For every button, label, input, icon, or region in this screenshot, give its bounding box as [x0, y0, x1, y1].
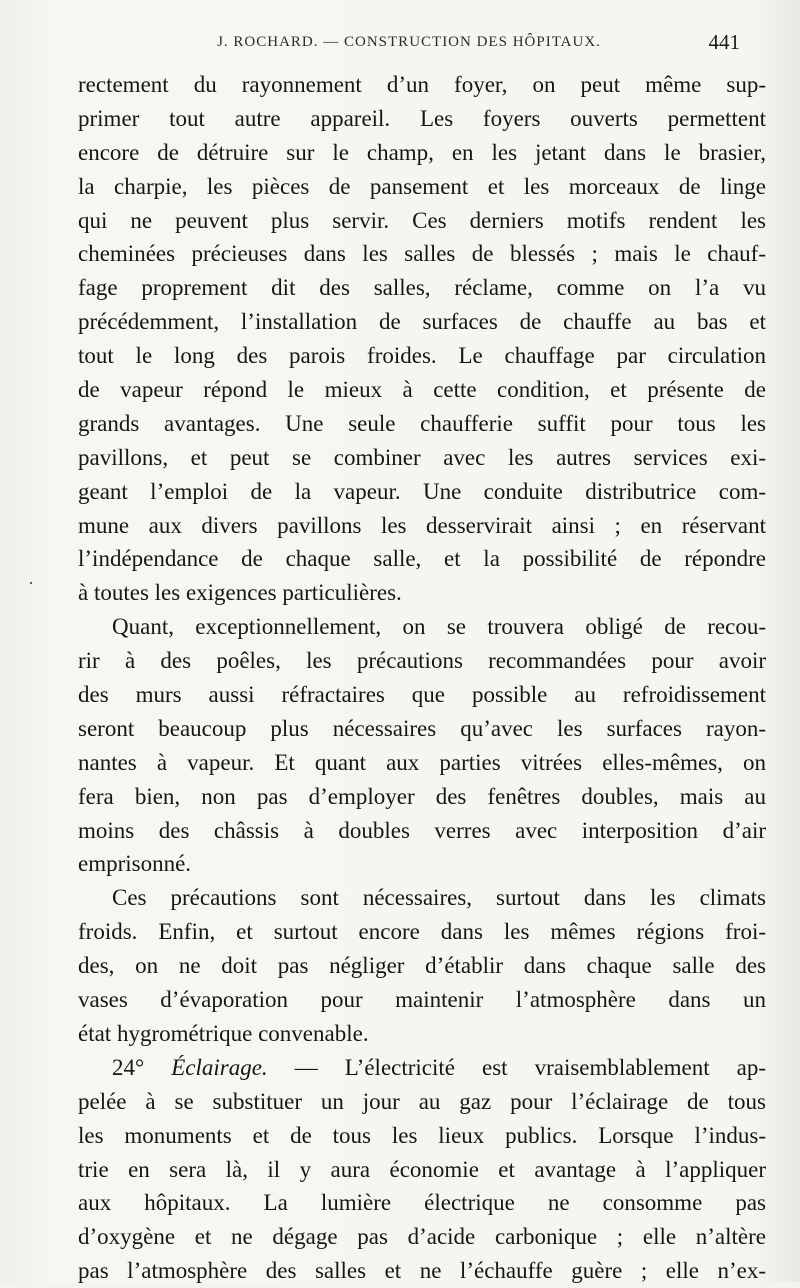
text-line: tout le long des parois froides. Le chauffage par circulation — [78, 343, 766, 369]
text-line: aux hôpitaux. La lumière électrique ne consomme pas — [78, 1190, 766, 1216]
text-line: rir à des poêles, les précautions recommandées pour avoir — [78, 648, 766, 674]
text-line: nantes à vapeur. Et quant aux parties vitrées elles-mêmes, on — [78, 749, 766, 775]
text-line: à toutes les exigences particulières. — [78, 580, 402, 606]
text-line: des murs aussi réfractaires que possible au refroidissement — [78, 682, 766, 708]
text-line: de vapeur répond le mieux à cette condition, et présente de — [78, 377, 766, 403]
text-line: Quant, exceptionnellement, on se trouvera obligé de recou- — [112, 614, 766, 640]
text-line: mune aux divers pavillons les desservirait ainsi ; en réservant — [78, 512, 766, 538]
text-line: des, on ne doit pas négliger d’établir dans chaque salle des — [78, 953, 766, 979]
text-line: primer tout autre appareil. Les foyers ouverts permettent — [78, 105, 766, 131]
margin-mark: · — [28, 573, 34, 593]
text-line: fage proprement dit des salles, réclame, comme on l’a vu — [78, 275, 766, 301]
section-first-line-rest: — L’électricité est vraisemblablement ap- — [267, 1054, 766, 1080]
text-line: emprisonné. — [78, 851, 192, 877]
page-number: 441 — [708, 30, 740, 54]
running-head: J. ROCHARD. — CONSTRUCTION DES HÔPITAUX. — [217, 34, 601, 50]
section-number: 24° — [112, 1054, 145, 1080]
text-line: trie en sera là, il y aura économie et avantage à l’appliquer — [78, 1156, 766, 1182]
text-line: l’indépendance de chaque salle, et la possibilité de répondre — [78, 546, 766, 572]
text-line: pas l’atmosphère des salles et ne l’échauffe guère ; elle n’ex- — [78, 1258, 766, 1284]
text-line: pelée à se substituer un jour au gaz pour l’éclairage de tous — [78, 1088, 766, 1114]
text-line: grands avantages. Une seule chaufferie suffit pour tous les — [78, 410, 766, 436]
section-title: Éclairage. — [171, 1054, 268, 1080]
text-line: les monuments et de tous les lieux publics. Lorsque l’indus- — [78, 1122, 766, 1148]
text-line: geant l’emploi de la vapeur. Une conduite distributrice com- — [78, 478, 766, 504]
text-line: la charpie, les pièces de pansement et les morceaux de linge — [78, 173, 766, 199]
text-line: moins des châssis à doubles verres avec interposition d’air — [78, 817, 766, 843]
text-line: fera bien, non pas d’employer des fenêtres doubles, mais au — [78, 783, 766, 809]
text-line: Ces précautions sont nécessaires, surtout dans les climats — [112, 885, 766, 911]
text-line: seront beaucoup plus nécessaires qu’avec les surfaces rayon- — [78, 715, 766, 741]
text-line: rectement du rayonnement d’un foyer, on peut même sup- — [78, 72, 766, 97]
page-header — [78, 30, 740, 60]
text-line: froids. Enfin, et surtout encore dans les mêmes régions froi- — [78, 919, 766, 945]
text-line: précédemment, l’installation de surfaces de chauffe au bas et — [78, 309, 766, 335]
text-line: encore de détruire sur le champ, en les jetant dans le brasier, — [78, 139, 766, 165]
section-heading-line — [78, 1051, 766, 1085]
text-line: vases d’évaporation pour maintenir l’atmosphère dans un — [78, 987, 766, 1013]
body-text — [78, 68, 766, 1288]
text-line: d’oxygène et ne dégage pas d’acide carbonique ; elle n’altère — [78, 1224, 766, 1250]
text-line: état hygrométrique convenable. — [78, 1020, 369, 1046]
text-line: qui ne peuvent plus servir. Ces derniers motifs rendent les — [78, 207, 766, 233]
text-line: pavillons, et peut se combiner avec les autres services exi- — [78, 444, 766, 470]
text-line: cheminées précieuses dans les salles de blessés ; mais le chauf- — [78, 241, 766, 267]
